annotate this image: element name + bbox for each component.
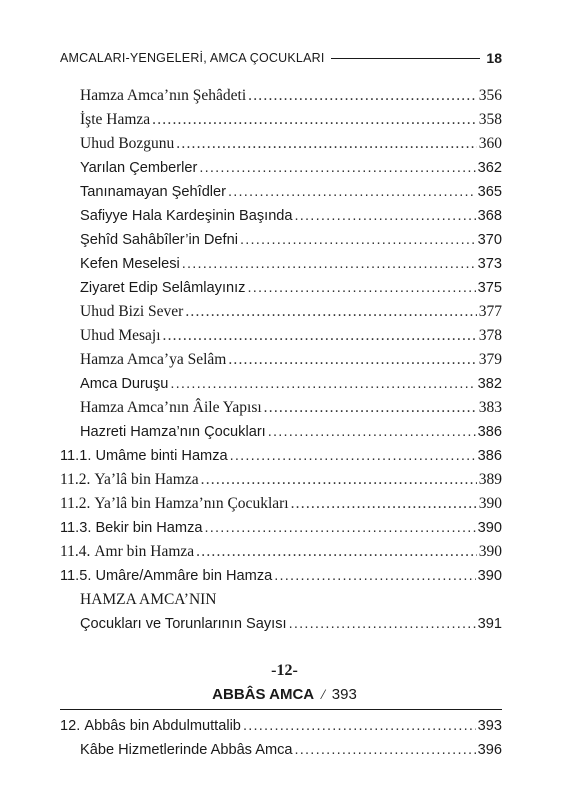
toc-entry [60,564,502,588]
dot-leader [163,324,477,348]
toc-entry-label: Ya’lâ bin Hamza’nın Çocukları [94,495,289,512]
toc-entry-label: Kefen Meselesi [80,256,180,272]
toc-entry-label: Yarılan Çemberler [80,160,198,176]
toc-entry [80,228,502,252]
section-title-page: 393 [331,686,357,703]
toc-entry-label: Amca Duruşu [80,376,169,392]
toc-entry [80,612,502,636]
toc-entry-page: 391 [477,616,502,632]
dot-leader [248,84,477,108]
dot-leader [228,180,476,204]
section-title [0,686,569,704]
section-number: -12- [271,662,298,679]
toc-entry-page: 373 [477,256,502,272]
toc-entry [80,156,502,180]
dot-leader [295,204,476,228]
toc-entry-label: Uhud Bizi Sever [80,303,184,320]
toc-entry-label: Hamza Amca’nın Âile Yapısı [80,399,262,416]
toc-entry-page: 368 [477,208,502,224]
toc-entry-page: 377 [478,303,502,320]
dot-leader [199,156,475,180]
toc-entry [80,324,502,348]
toc-entry [80,738,502,762]
toc-entry-page: 386 [477,448,502,464]
dot-leader [196,540,477,564]
dot-leader [205,516,476,540]
dot-leader [152,108,477,132]
dot-leader [240,228,476,252]
toc-entry-page: 365 [477,184,502,200]
toc-entry-page: 358 [478,111,502,128]
toc-entry-label: Hamza Amca’nın Şehâdeti [80,87,247,104]
toc-entry-page: 390 [477,520,502,536]
toc-entry [80,372,502,396]
toc-entry [80,348,502,372]
running-header-title: AMCALARI-YENGELERİ, AMCA ÇOCUKLARI [60,51,325,65]
dot-leader [230,444,476,468]
toc-entry-number: 12. [60,718,85,734]
toc-entry-label: Şehîd Sahâbîler’in Defni [80,232,238,248]
toc-entry-label: Çocukları ve Torunlarının Sayısı [80,616,287,632]
dot-leader [170,372,475,396]
toc-entry-page: 382 [477,376,502,392]
toc-entry-label: Hamza Amca’ya Selâm [80,351,227,368]
toc-entry [80,276,502,300]
toc-entry [80,132,502,156]
page-number: 18 [486,50,502,66]
toc-entry-page: 356 [478,87,502,104]
toc-entry-number: 11.2. [60,471,95,488]
toc-entry-number: 11.1. [60,448,96,464]
toc-entry-label: Ya’lâ bin Hamza [94,471,199,488]
toc-entry-label: Amr bin Hamza [94,543,195,560]
toc-entry-number: 11.2. [60,495,95,512]
dot-leader [182,252,476,276]
dot-leader [201,468,477,492]
toc-entry-page: 393 [477,718,502,734]
toc-entry-label: Bekir bin Hamza [95,520,203,536]
header-rule [331,58,481,59]
toc-entry-label: Hazreti Hamza’nın Çocukları [80,424,266,440]
toc-entry-page: 370 [477,232,502,248]
toc-entry [80,108,502,132]
toc-entry-label: Ziyaret Edip Selâmlayınız [80,280,246,296]
toc-entry-label: Kâbe Hizmetlerinde Abbâs Amca [80,742,293,758]
dot-leader [176,132,476,156]
toc-entry [60,468,502,492]
dot-leader [289,612,476,636]
dot-leader [185,300,476,324]
toc-entry-number: 11.3. [60,520,96,536]
toc-entry [60,444,502,468]
toc-entry [80,420,502,444]
toc-entry-page: 379 [478,351,502,368]
toc-entry-page: 390 [477,568,502,584]
toc-entry-page: 360 [478,135,502,152]
toc-entry-label: Safiyye Hala Kardeşinin Başında [80,208,293,224]
toc-entry [60,516,502,540]
toc-entry-page: 389 [478,471,502,488]
toc-entry-page: 375 [477,280,502,296]
toc-entry-label: Uhud Mesajı [80,327,161,344]
toc-entry-label: İşte Hamza [80,111,151,128]
toc-entry-page: 396 [477,742,502,758]
toc-entry-page: 390 [478,543,502,560]
section-rule [60,709,502,710]
toc-entry-number: 11.4. [60,543,95,560]
toc-entry [80,84,502,108]
dot-leader [243,714,476,738]
toc-entry-page: 386 [477,424,502,440]
dot-leader [264,396,477,420]
toc-entry [60,540,502,564]
dot-leader [228,348,476,372]
toc-entry-number: 11.5. [60,568,96,584]
dot-leader [295,738,476,762]
toc-entry-label: Uhud Bozgunu [80,135,175,152]
toc-entry-page: 362 [477,160,502,176]
section-title-separator: / [317,687,329,703]
section-title-name: ABBÂS AMCA [212,686,315,703]
toc-entry [60,492,502,516]
dot-leader [247,276,475,300]
dot-leader [268,420,476,444]
toc-entry [80,204,502,228]
dot-leader [291,492,477,516]
toc-entry-heading-line: HAMZA AMCA’NIN [80,591,217,608]
toc-entry [80,180,502,204]
dot-leader [274,564,475,588]
running-header [60,48,502,68]
toc-entry [80,300,502,324]
toc-entry-label: Umâre/Ammâre bin Hamza [95,568,273,584]
toc-entry-label: Abbâs bin Abdulmuttalib [84,718,241,734]
toc-entry-page: 383 [478,399,502,416]
toc-entry-label: Umâme binti Hamza [95,448,228,464]
toc-entry [80,396,502,420]
toc-entry-page: 390 [478,495,502,512]
toc-entry [60,714,502,738]
toc-entry [80,252,502,276]
toc-entry-label: Tanınamayan Şehîdler [80,184,227,200]
toc-entry-page: 378 [478,327,502,344]
